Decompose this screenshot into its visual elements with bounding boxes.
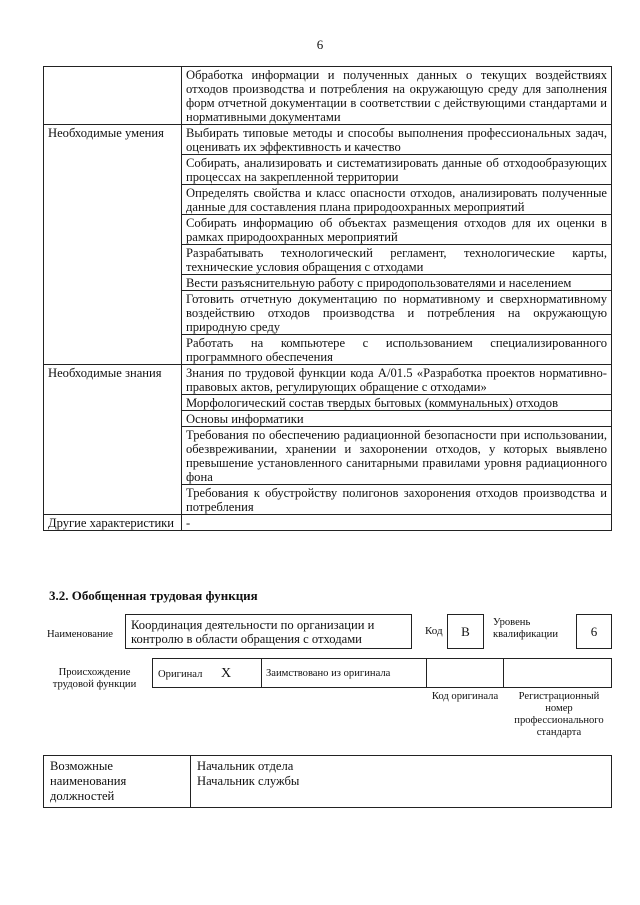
action-cell: Обработка информации и полученных данных о текущих воздействиях отходов производства и потребления на окружающую среду для заполнения форм отчетной документации в соответствии с действующими стандартами и нормативными документами xyxy=(182,67,612,125)
skill-item: Готовить отчетную документацию по нормативному и сверхнормативному воздействию отходов производства и потребления на окружающую природную среду xyxy=(182,291,612,335)
origin-divider xyxy=(261,659,262,687)
skill-item: Выбирать типовые методы и способы выполнения профессиональных задач, оценивать их эффективность и качество xyxy=(182,125,612,155)
skill-item: Вести разъяснительную работу с природопользователями и населением xyxy=(182,275,612,291)
knowledge-item: Требования по обеспечению радиационной безопасности при использовании, обезвреживании, хранении и захоронении отходов, у которых выявлено превышение установленного санитарными правилами уровня радиационного фона xyxy=(182,427,612,485)
position-item: Начальник службы xyxy=(197,774,300,788)
page-number: 6 xyxy=(316,37,324,52)
knowledge-item: Морфологический состав твердых бытовых (коммунальных) отходов xyxy=(182,395,612,411)
reg-number-caption: Регистрационный номер профессионального стандарта xyxy=(514,691,604,738)
origin-divider xyxy=(503,659,504,687)
level-label: Уровень квалификации xyxy=(493,617,558,640)
name-label: Наименование xyxy=(47,629,113,640)
borrowed-label: Заимствовано из оригинала xyxy=(266,668,391,679)
skill-item: Собирать информацию об объектах размещения отходов для их оценки в рамках природоохранных мероприятий xyxy=(182,215,612,245)
code-original-caption: Код оригинала xyxy=(431,691,499,702)
section-title: 3.2. Обобщенная трудовая функция xyxy=(49,588,258,603)
knowledge-item: Требования к обустройству полигонов захоронения отходов производства и потребления xyxy=(182,485,612,515)
code-box: B xyxy=(447,614,484,649)
empty-label-cell xyxy=(44,67,182,125)
level-box: 6 xyxy=(576,614,612,649)
positions-list xyxy=(191,756,612,808)
origin-label: Происхождение трудовой функции xyxy=(52,667,137,690)
other-characteristics-label: Другие характеристики xyxy=(44,515,182,531)
competencies-table xyxy=(43,66,612,531)
code-label: Код xyxy=(425,625,443,637)
knowledge-item: Основы информатики xyxy=(182,411,612,427)
other-characteristics-value: - xyxy=(182,515,612,531)
skill-item: Определять свойства и класс опасности отходов, анализировать полученные данные для составления плана природоохранных мероприятий xyxy=(182,185,612,215)
positions-table xyxy=(43,755,612,808)
origin-row xyxy=(152,658,612,688)
original-label: Оригинал xyxy=(158,669,203,680)
knowledge-label: Необходимые знания xyxy=(44,365,182,515)
knowledge-item: Знания по трудовой функции кода A/01.5 «Разработка проектов нормативно-правовых актов, регулирующих обращение с отходами» xyxy=(182,365,612,395)
origin-divider xyxy=(426,659,427,687)
skill-item: Разрабатывать технологический регламент, технологические карты, технические условия обращения с отходами xyxy=(182,245,612,275)
position-item: Начальник отдела xyxy=(197,759,294,773)
skill-item: Собирать, анализировать и систематизировать данные об отходообразующих процессах на закрепленной территории xyxy=(182,155,612,185)
skills-label: Необходимые умения xyxy=(44,125,182,365)
gtf-name-box: Координация деятельности по организации и контролю в области обращения с отходами xyxy=(125,614,412,649)
skill-item: Работать на компьютере с использованием специализированного программного обеспечения xyxy=(182,335,612,365)
original-mark: X xyxy=(221,666,232,681)
positions-label: Возможные наименования должностей xyxy=(44,756,191,808)
